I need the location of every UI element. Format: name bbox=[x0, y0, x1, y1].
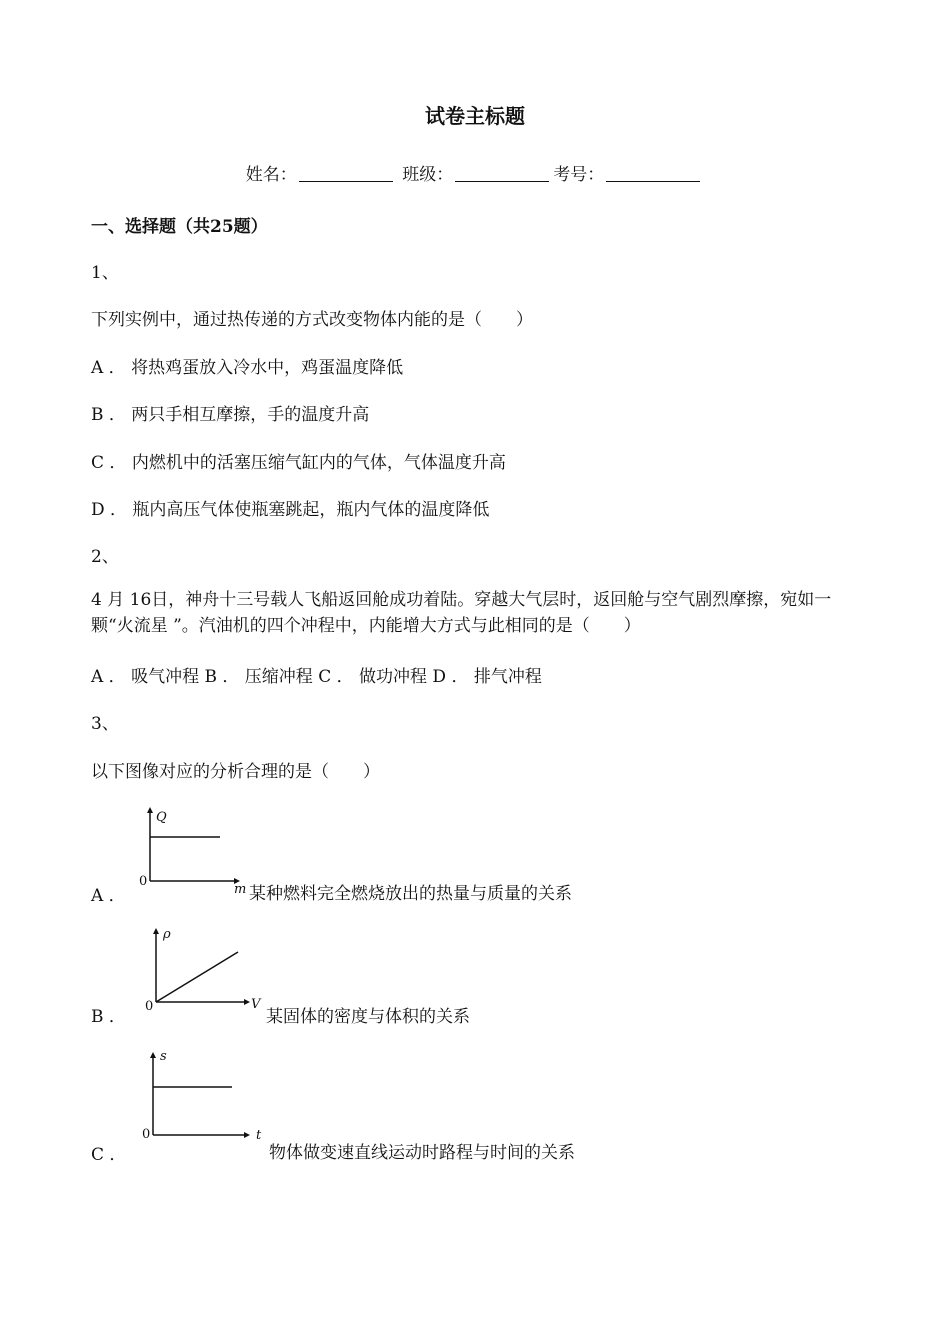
graph-line bbox=[156, 952, 238, 1002]
question-1-option-c: C ． 内燃机中的活塞压缩气缸内的气体，气体温度升高 bbox=[91, 453, 506, 473]
question-1-number: 1、 bbox=[91, 263, 119, 283]
question-2-options: A ． 吸气冲程 B ． 压缩冲程 C ． 做功冲程 D ． 排气冲程 bbox=[91, 667, 542, 687]
y-axis-arrow bbox=[150, 1052, 156, 1058]
class-blank[interactable] bbox=[455, 165, 549, 182]
id-label: 考号： bbox=[553, 165, 605, 185]
x-axis-arrow bbox=[244, 999, 250, 1005]
x-axis-label: t bbox=[256, 1128, 262, 1143]
graph-s-vs-t bbox=[140, 1048, 270, 1143]
question-3-option-c-label: C ． bbox=[91, 1145, 127, 1165]
question-3-option-b-label: B ． bbox=[91, 1007, 126, 1027]
origin-label: 0 bbox=[142, 1127, 151, 1142]
name-blank[interactable] bbox=[299, 165, 393, 182]
graph-q-vs-m bbox=[136, 805, 256, 895]
question-3-option-a-text: 某种燃料完全燃烧放出的热量与质量的关系 bbox=[249, 884, 572, 904]
name-label: 姓名： bbox=[245, 165, 297, 185]
question-2-stem: 4 月 16日，神舟十三号载人飞船返回舱成功着陆。穿越大气层时，返回舱与空气剧烈摩擦，宛如一颗“火流星 ”。汽油机的四个冲程中，内能增大方式与此相同的是（ ） bbox=[91, 590, 832, 636]
student-info-line bbox=[0, 160, 950, 185]
id-blank[interactable] bbox=[606, 165, 700, 182]
graph-rho-vs-v bbox=[143, 926, 263, 1016]
question-3-stem: 以下图像对应的分析合理的是（ ） bbox=[91, 762, 380, 782]
origin-label: 0 bbox=[139, 874, 148, 889]
question-2-number: 2、 bbox=[91, 547, 119, 567]
class-label: 班级： bbox=[402, 165, 454, 185]
section-heading: 一、选择题（共25题） bbox=[91, 217, 268, 237]
origin-label: 0 bbox=[145, 999, 154, 1014]
question-1-stem: 下列实例中，通过热传递的方式改变物体内能的是（ ） bbox=[91, 310, 533, 330]
page-title: 试卷主标题 bbox=[425, 104, 525, 128]
question-3-option-a-label: A ． bbox=[91, 886, 126, 906]
x-axis-label: V bbox=[251, 997, 261, 1012]
question-1-option-a: A ． 将热鸡蛋放入冷水中，鸡蛋温度降低 bbox=[91, 358, 404, 378]
y-axis-arrow bbox=[147, 807, 153, 813]
question-3-option-c-text: 物体做变速直线运动时路程与时间的关系 bbox=[269, 1143, 575, 1163]
question-3-number: 3、 bbox=[91, 714, 119, 734]
y-axis-label: ρ bbox=[163, 927, 171, 942]
y-axis-arrow bbox=[153, 928, 159, 934]
x-axis-label: m bbox=[234, 882, 247, 897]
y-axis-label: Q bbox=[156, 810, 167, 825]
question-1-option-b: B ． 两只手相互摩擦，手的温度升高 bbox=[91, 405, 370, 425]
question-1-option-d: D ． 瓶内高压气体使瓶塞跳起，瓶内气体的温度降低 bbox=[91, 500, 490, 520]
y-axis-label: s bbox=[160, 1049, 167, 1064]
x-axis-arrow bbox=[244, 1132, 250, 1138]
question-3-option-b-text: 某固体的密度与体积的关系 bbox=[266, 1007, 470, 1027]
